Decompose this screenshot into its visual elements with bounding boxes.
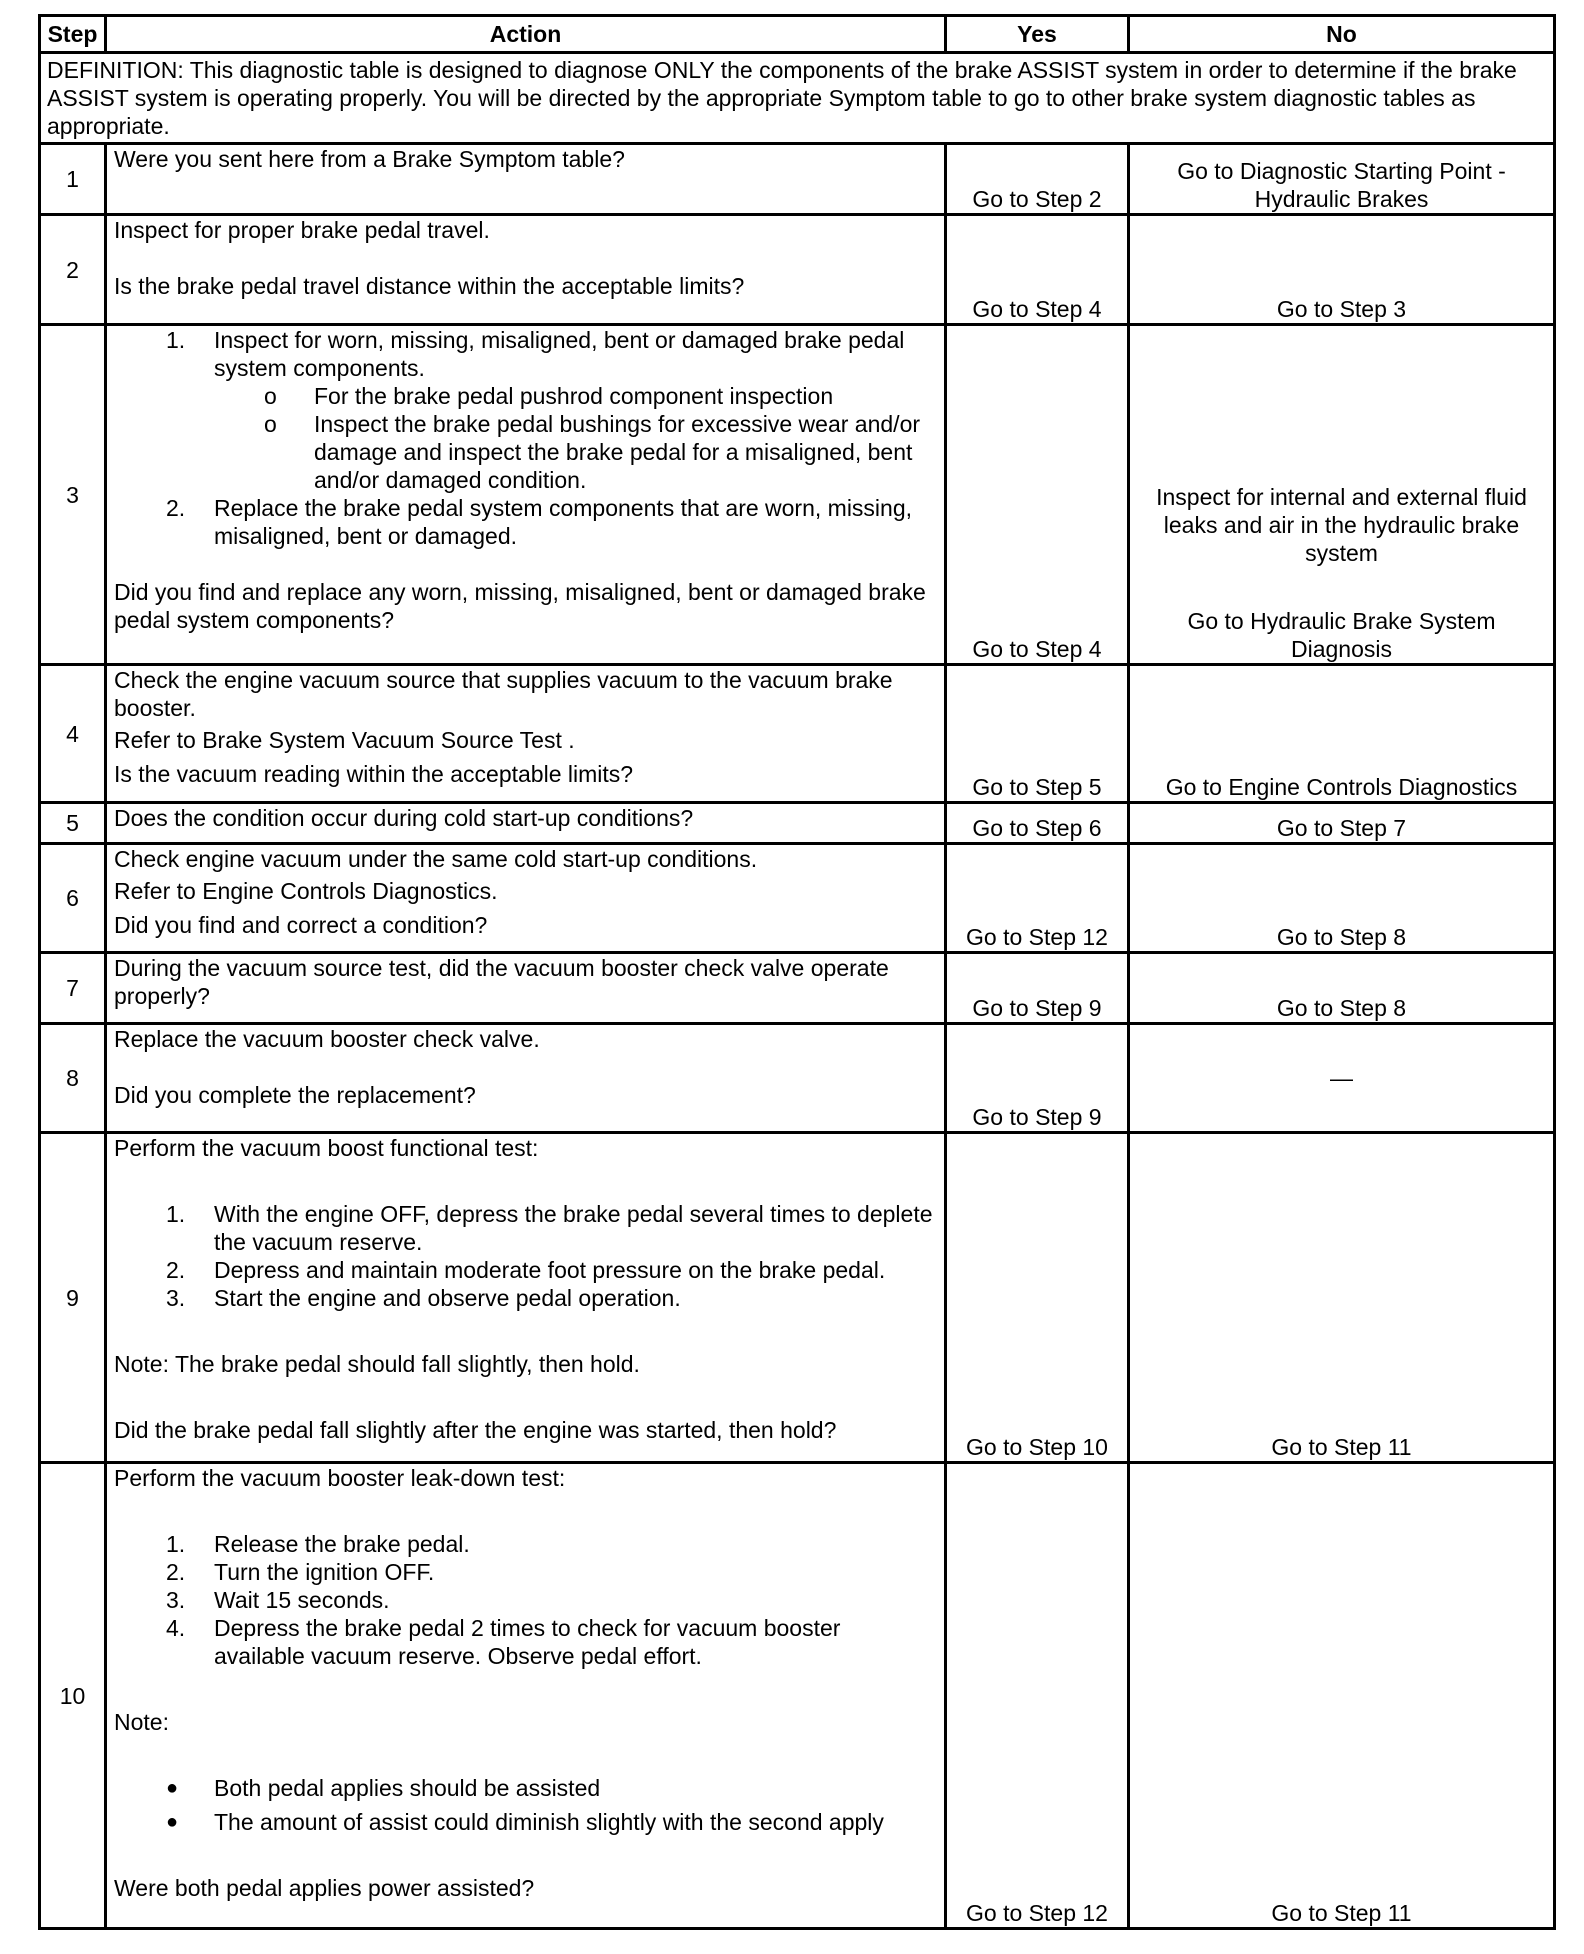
- action-cell: [106, 1133, 946, 1463]
- step-number: 8: [40, 1024, 106, 1133]
- yes-cell: Go to Step 4: [946, 215, 1129, 325]
- yes-cell: Go to Step 12: [946, 844, 1129, 953]
- no-cell: Go to Diagnostic Starting Point - Hydraulic Brakes: [1129, 144, 1555, 215]
- table-row: [40, 215, 1555, 325]
- step-number: 7: [40, 953, 106, 1024]
- step-number: 3: [40, 325, 106, 665]
- question-text: During the vacuum source test, did the vacuum booster check valve operate properly?: [114, 955, 889, 1009]
- question-text: Were you sent here from a Brake Symptom table?: [114, 146, 625, 172]
- action-cell: [106, 325, 946, 665]
- list-item: 2. Depress and maintain moderate foot pressure on the brake pedal.: [166, 1257, 886, 1283]
- question-text: Were both pedal applies power assisted?: [114, 1875, 535, 1901]
- yes-cell: Go to Step 10: [946, 1133, 1129, 1463]
- no-cell: —: [1129, 1024, 1555, 1133]
- list-item: 4. Depress the brake pedal 2 times to check for vacuum booster available vacuum reserve. Observe pedal effort.: [166, 1615, 841, 1669]
- no-cell: Go to Step 8: [1129, 953, 1555, 1024]
- yes-cell: Go to Step 6: [946, 803, 1129, 844]
- no-cell: Go to Step 3: [1129, 215, 1555, 325]
- no-cell: Go to Step 8: [1129, 844, 1555, 953]
- intro-text: Check the engine vacuum source that supplies vacuum to the vacuum brake booster.: [114, 667, 893, 721]
- list-item: 1. Release the brake pedal.: [166, 1531, 470, 1557]
- diagnostic-table: [38, 14, 1556, 1930]
- step-number: 10: [40, 1463, 106, 1929]
- list-item: 3. Wait 15 seconds.: [166, 1587, 390, 1613]
- table-row: [40, 844, 1555, 953]
- no-cell: Go to Step 11: [1129, 1133, 1555, 1463]
- action-cell: [106, 215, 946, 325]
- intro-text: Inspect for proper brake pedal travel.: [114, 217, 490, 243]
- step-number: 1: [40, 144, 106, 215]
- no-cell: Go to Engine Controls Diagnostics: [1129, 665, 1555, 803]
- question-text: Did you complete the replacement?: [114, 1082, 476, 1108]
- yes-cell: Go to Step 12: [946, 1463, 1129, 1929]
- question-text: Is the vacuum reading within the acceptable limits?: [114, 761, 634, 787]
- list-item: 1. Inspect for worn, missing, misaligned, bent or damaged brake pedal system components.: [166, 327, 905, 381]
- question-text: Is the brake pedal travel distance within the acceptable limits?: [114, 273, 745, 299]
- yes-cell: Go to Step 4: [946, 325, 1129, 665]
- list-item: ● The amount of assist could diminish slightly with the second apply: [166, 1809, 884, 1835]
- action-cell: [106, 1463, 946, 1929]
- step-number: 5: [40, 803, 106, 844]
- intro-text: Perform the vacuum boost functional test:: [114, 1135, 539, 1161]
- header-yes: Yes: [946, 16, 1129, 53]
- note-text: Note:: [114, 1709, 169, 1735]
- table-row: [40, 1024, 1555, 1133]
- yes-cell: Go to Step 9: [946, 1024, 1129, 1133]
- question-text: Did you find and correct a condition?: [114, 912, 488, 938]
- table-row: [40, 1133, 1555, 1463]
- table-row: [40, 953, 1555, 1024]
- definition-row: [40, 53, 1555, 144]
- action-cell: [106, 665, 946, 803]
- header-no: No: [1129, 16, 1555, 53]
- yes-cell: Go to Step 9: [946, 953, 1129, 1024]
- action-cell: [106, 844, 946, 953]
- list-item: o For the brake pedal pushrod component inspection: [264, 383, 834, 409]
- action-cell: [106, 144, 946, 215]
- note-text: Note: The brake pedal should fall slightly, then hold.: [114, 1351, 640, 1377]
- no-cell: Go to Step 7: [1129, 803, 1555, 844]
- table-row: [40, 803, 1555, 844]
- list-item: o Inspect the brake pedal bushings for excessive wear and/or damage and inspect the brake pedal for a misaligned, bent and/or damaged condition.: [264, 411, 921, 493]
- table-row: [40, 665, 1555, 803]
- step-number: 9: [40, 1133, 106, 1463]
- question-text: Did the brake pedal fall slightly after the engine was started, then hold?: [114, 1417, 837, 1443]
- yes-cell: Go to Step 5: [946, 665, 1129, 803]
- header-row: [40, 16, 1555, 53]
- no-cell: Go to Step 11: [1129, 1463, 1555, 1929]
- table-row: [40, 144, 1555, 215]
- table-row: [40, 325, 1555, 665]
- list-item: ● Both pedal applies should be assisted: [166, 1775, 601, 1801]
- no-cell: [1129, 325, 1555, 665]
- intro-text: Perform the vacuum booster leak-down test:: [114, 1465, 566, 1491]
- action-cell: [106, 803, 946, 844]
- no-action: Go to Hydraulic Brake System Diagnosis: [1187, 608, 1496, 662]
- header-step: Step: [40, 16, 106, 53]
- step-number: 2: [40, 215, 106, 325]
- refer-text: Refer to Brake System Vacuum Source Test .: [114, 727, 575, 753]
- list-item: 2. Turn the ignition OFF.: [166, 1559, 435, 1585]
- refer-text: Refer to Engine Controls Diagnostics.: [114, 878, 498, 904]
- list-item: 1. With the engine OFF, depress the brake pedal several times to deplete the vacuum reserve.: [166, 1201, 933, 1255]
- action-cell: [106, 953, 946, 1024]
- list-item: 3. Start the engine and observe pedal operation.: [166, 1285, 681, 1311]
- question-text: Did you find and replace any worn, missing, misaligned, bent or damaged brake pedal system components?: [114, 579, 926, 633]
- yes-cell: Go to Step 2: [946, 144, 1129, 215]
- action-cell: [106, 1024, 946, 1133]
- step-number: 4: [40, 665, 106, 803]
- table-row: [40, 1463, 1555, 1929]
- intro-text: Replace the vacuum booster check valve.: [114, 1026, 540, 1052]
- definition-text: DEFINITION: This diagnostic table is designed to diagnose ONLY the components of the brake ASSIST system in order to determine if the brake ASSIST system is operating properly. You will be directed by the appropriate Symptom table to go to other brake system diagnostic tables as appropriate.: [40, 53, 1555, 144]
- list-item: 2. Replace the brake pedal system components that are worn, missing, misaligned, bent or damaged.: [166, 495, 913, 549]
- no-note: Inspect for internal and external fluid leaks and air in the hydraulic brake system: [1156, 484, 1527, 566]
- header-action: Action: [106, 16, 946, 53]
- intro-text: Check engine vacuum under the same cold start-up conditions.: [114, 846, 758, 872]
- question-text: Does the condition occur during cold start-up conditions?: [114, 805, 694, 831]
- step-number: 6: [40, 844, 106, 953]
